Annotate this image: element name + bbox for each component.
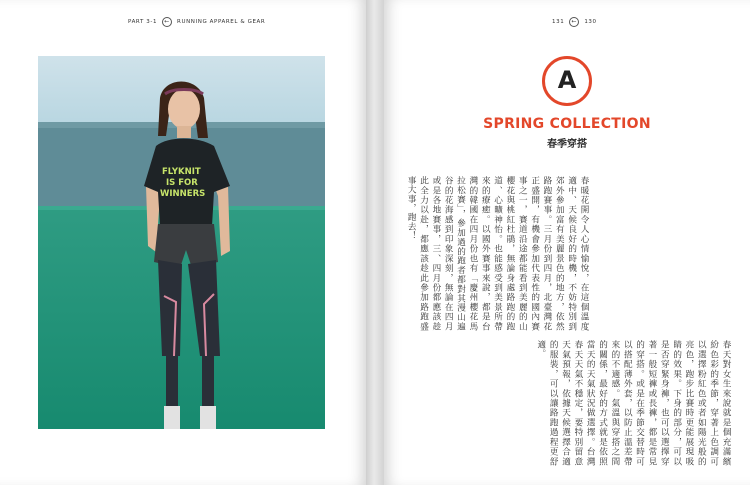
right-page-header	[552, 17, 597, 27]
back-arrow-icon: ←	[569, 17, 579, 27]
section-title: SPRING COLLECTION	[483, 116, 651, 132]
part-label: PART 3-1	[128, 19, 158, 25]
paragraph-1: 春暖花開令人心情愉悅，在這個溫度適中、天候良好的時機，不妨特別到郊外參加富有美麗景色的地方，依然路跑賽事。三月份到四月，北臺灣花正盛開，有機會參加代表性的國內賽事之一，賽道沿途都能看到美麗的山櫻花與桃紅杜鵑，無論身處路跑的跑道、心曠神怡。也能感受到美景所帶來的療癒。以國外賽事來說，都是台灣的韓國在四月份也有「慶州櫻花馬拉松賽」，參加過的跑者都對其漫山遍谷的花海感到印象深刻，無論在四月或是各地賽事，三、四月份都應該趁此全力以赴，都應該趁此參加路跑盛事大事，跑去！	[406, 176, 589, 331]
svg-text:WINNERS: WINNERS	[160, 189, 206, 199]
runner-photo	[38, 56, 325, 429]
svg-text:FLYKNIT: FLYKNIT	[162, 167, 201, 177]
book-gutter	[366, 0, 384, 485]
page-number-previous: 130	[584, 19, 597, 25]
right-page	[384, 0, 750, 485]
left-page-header	[128, 17, 265, 27]
section-letter: A	[557, 66, 577, 94]
section-subtitle: 春季穿搭	[547, 139, 587, 150]
page-number-current: 131	[552, 19, 565, 25]
svg-text:IS FOR: IS FOR	[166, 178, 198, 188]
left-page	[0, 0, 366, 485]
body-text-upper	[406, 176, 590, 331]
section-letter-badge	[542, 56, 592, 106]
back-arrow-icon: ←	[162, 17, 172, 27]
body-text-lower	[514, 340, 732, 466]
chapter-title: RUNNING APPAREL & GEAR	[177, 19, 266, 25]
paragraph-2: 春天對女生來說就是個充滿繽紛色彩的季節，穿著上色調可以選擇粉紅色或者如陽光般的亮色，跑步比賽時更能展現吸睛的效果。下身的部分，可以是否穿緊身褲，也可以選擇穿著一般短褲或長褲，都是常見的穿搭。或是在季節交替時可以搭配薄外套，以防止溫差帶來的不適感。氣溫與穿搭之間的關係，最好的方式就是依照當天的天氣狀況做選擇。台灣春天天氣不穩定，要特別留意天氣預報，依據天候選擇合適的服裝，可以讓路跑過程更舒適。	[535, 340, 731, 466]
